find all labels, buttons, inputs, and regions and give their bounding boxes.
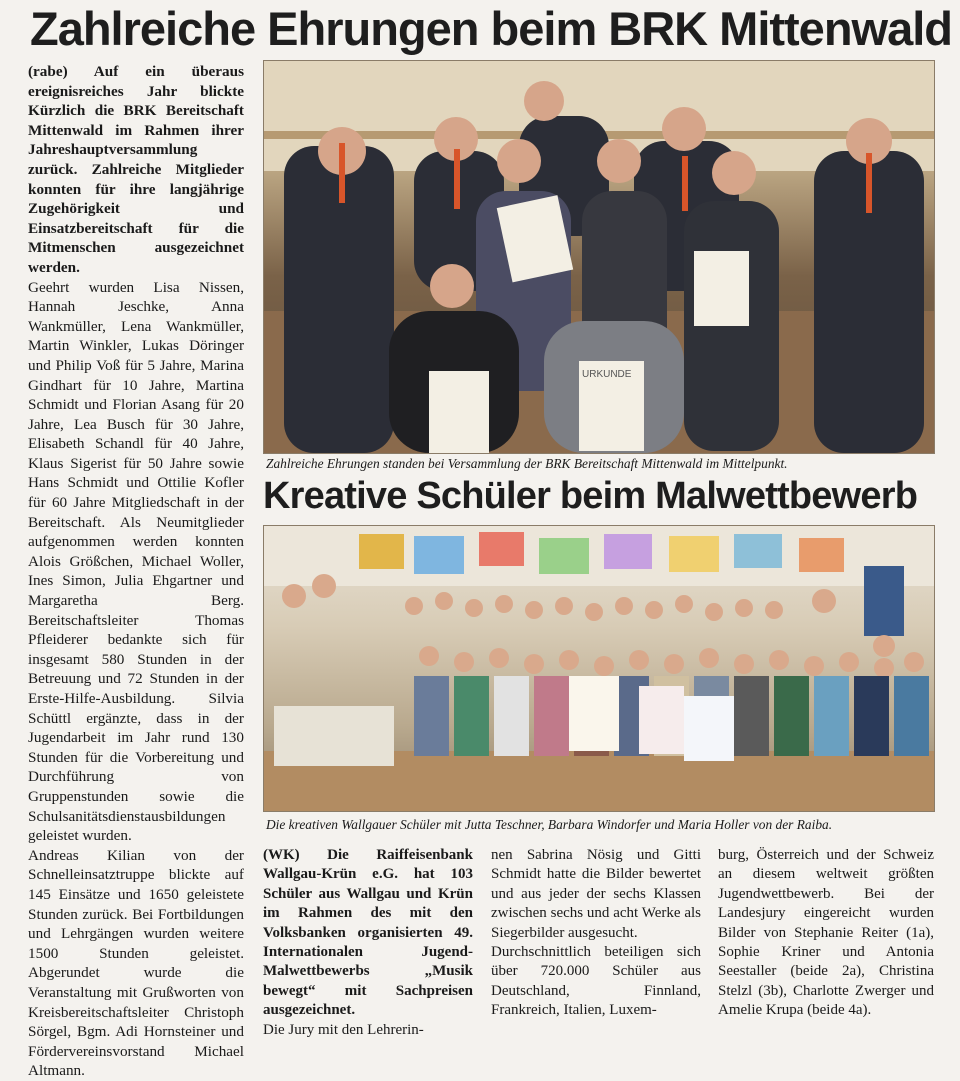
article2-lead: (WK) Die Raiffeisenbank Wallgau-Krün e.G. hat 103 Schüler aus Wallgau und Krün im Rahmen des mit den Volksbanken organisierten 49. Internationalen Jugend-Malwettbewerbs „Musik bewegt“ mit Sachpreisen ausgezeichnet. xyxy=(263,847,473,1019)
left-column-article xyxy=(28,62,244,1081)
certificate-label: URKUNDE xyxy=(582,369,632,380)
article-body-2: Andreas Kilian von der Schnelleinsatztruppe blickte auf 145 Einsätze und 1650 geleistete Stunden zurück. Bei Fortbildungen und Lehrgängen wurden weitere 1500 Stunden geleistet. Abgerundet wurde die Veranstaltung mit Grußworten von Kreisbereitschaftsleiter Christoph Sörgel, Bgm. Adi Hornsteiner und Fördervereinsvorstand Michael Altmann. xyxy=(28,846,244,1080)
class-group-photo xyxy=(263,525,935,812)
article2-column-1 xyxy=(263,846,473,1040)
article2-col1-continued: Die Jury mit den Lehrerin- xyxy=(263,1021,424,1038)
brk-group-photo xyxy=(263,60,935,454)
article2-col2-para1: nen Sabrina Nösig und Gitti Schmidt hatte die Bilder bewertet und aus jeder der sechs Klassen zwischen sechs und acht Werke als Siegerbilder ausgesucht. xyxy=(491,847,701,941)
class-group-photo-illustration xyxy=(264,526,934,811)
brk-group-photo-illustration xyxy=(264,61,934,453)
article-body-1: Geehrt wurden Lisa Nissen, Hannah Jeschke, Anna Wankmüller, Lena Wankmüller, Martin Winkler, Lukas Döringer und Philip Voß für 5 Jahre, Marina Gindhart für 10 Jahre, Martina Schmidt und Florian Asang für 20 Jahre, Lea Busch für 30 Jahre, Elisabeth Schandl für 40 Jahre, Klaus Sigerist für 50 Jahre sowie Hans Schmidt und Ottilie Kofler für 60 Jahre Mitgliedschaft in der Bereitschaft. Als Neumitglieder aufgenommen werden konnten Alois Größchen, Michael Woller, Ines Simon, Julia Ehgartner und Margaretha Berg. Bereitschaftsleiter Thomas Pfleiderer bedankte sich für insgesamt 580 Stunden in der Betreuung und 72 Stunden in der Erste-Hilfe-Ausbildung. Silvia Schüttl ergänzte, dass in der Jugendarbeit im Jahr rund 130 Stunden für die Vorbereitung und Durchführung von Gruppenstunden sowie die Schulsanitätsdienstausbildungen geleistet wurden. xyxy=(28,278,244,845)
page-headline: Zahlreiche Ehrungen beim BRK Mittenwald xyxy=(30,2,952,55)
article2-column-3 xyxy=(718,846,934,1021)
article2-col2-para2: Durchschnittlich beteiligen sich über 720.000 Schüler aus Deutschland, Finnland, Frankreich, Italien, Luxem- xyxy=(491,944,701,1019)
secondary-headline: Kreative Schüler beim Malwettbewerb xyxy=(263,475,918,517)
article2-col3-para: burg, Österreich und der Schweiz an diesem weltweit größten Jugendwettbewerb. Bei der Landesjury eingereicht wurden Bilder von Stephanie Reiter (1a), Sophie Kriner und Antonia Seestaller (beide 2a), Christina Stelzl (3b), Charlotte Zwerger und Amelie Krupa (beide 4a). xyxy=(718,847,934,1019)
article-lead: (rabe) Auf ein überaus ereignisreiches Jahr blickte Kürzlich die BRK Bereitschaft Mittenwald im Rahmen ihrer Jahreshauptversammlung zurück. Zahlreiche Mitglieder konnten für ihre langjährige Zugehörigkeit und Einsatzbereitschaft für die Mitmenschen ausgezeichnet werden. xyxy=(28,63,244,276)
photo1-caption: Zahlreiche Ehrungen standen bei Versammlung der BRK Bereitschaft Mittenwald im Mittelpunkt. xyxy=(266,456,788,471)
article2-column-2 xyxy=(491,846,701,1021)
photo2-caption: Die kreativen Wallgauer Schüler mit Jutta Teschner, Barbara Windorfer und Maria Holler von der Raiba. xyxy=(266,817,833,832)
